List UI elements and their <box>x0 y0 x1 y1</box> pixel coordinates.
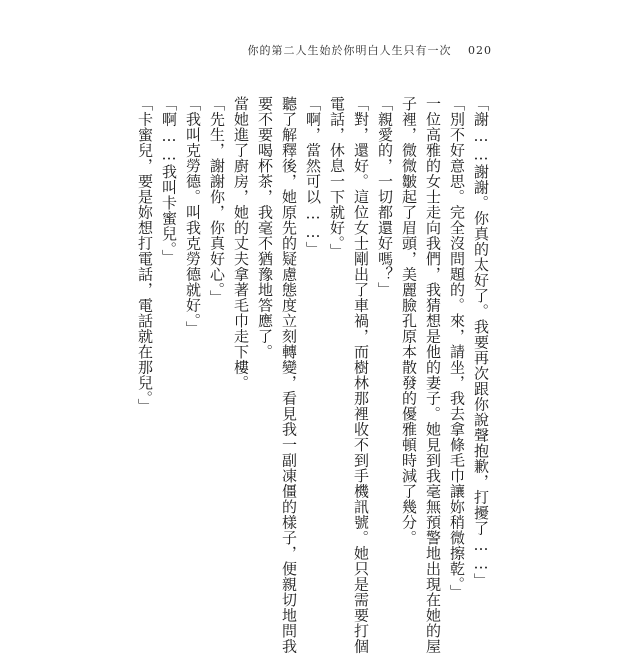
text-column: 「謝……謝謝。你真的太好了。我要再次跟你說聲抱歉，打擾了……」 <box>472 96 490 589</box>
text-column: 當她進了廚房，她的丈夫拿著毛巾走下樓。 <box>232 96 250 391</box>
book-title: 你的第二人生始於你明白人生只有一次 <box>247 44 452 57</box>
text-column: 「親愛的，一切都還好嗎？」 <box>376 96 394 298</box>
text-column: 電話，休息一下就好。」 <box>328 96 346 259</box>
page-number: 020 <box>468 44 492 57</box>
text-column: 「別不好意思。完全沒問題的。來，請坐，我去拿條毛巾讓妳稍微擦乾。」 <box>448 96 466 600</box>
text-column: 要不要喝杯茶，我毫不猶豫地答應了。 <box>256 96 274 360</box>
text-column: 「啊，當然可以……」 <box>304 96 322 257</box>
text-column: 「我叫克勞德。叫我克勞德就好。」 <box>184 96 202 337</box>
text-column: 子裡，微微皺起了眉頭，美麗臉孔原本散發的優雅頓時減了幾分。 <box>400 96 418 546</box>
text-column: 「啊……我叫卡蜜兒。」 <box>160 96 178 265</box>
text-column: 聽了解釋後，她原先的疑慮態度立刻轉變，看見我一副凍僵的樣子，便親切地問我 <box>280 96 298 654</box>
text-column: 「卡蜜兒，要是妳想打電話，電話就在那兒。」 <box>136 96 154 414</box>
text-column: 「對，還好。這位女士剛出了車禍，而樹林那裡收不到手機訊號。她只是需要打個 <box>352 96 370 654</box>
text-column: 「先生，謝謝你，你真好心。」 <box>208 96 226 306</box>
text-column: 一位高雅的女士走向我們，我猜想是他的妻子。她見到我毫無預警地出現在她的屋 <box>424 96 442 654</box>
running-head <box>248 42 493 58</box>
